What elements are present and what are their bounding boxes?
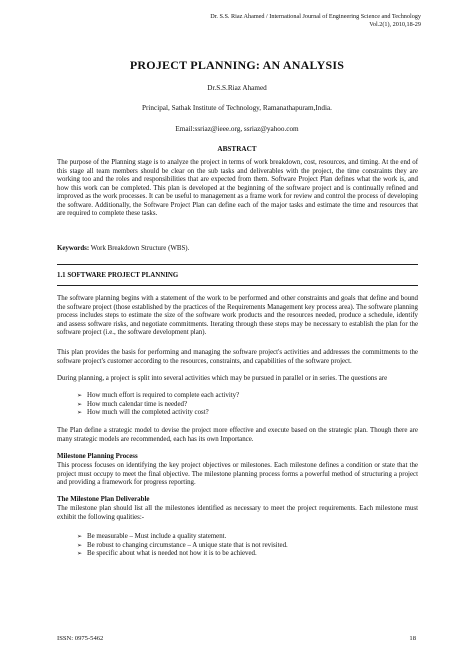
bullet-arrow-icon: ➢ <box>77 393 83 399</box>
paper-title: PROJECT PLANNING: AN ANALYSIS <box>129 58 345 72</box>
list-item: ➢ How much effort is required to complete each activity? <box>77 392 240 399</box>
keywords-label: Keywords: <box>57 245 90 252</box>
section-heading: 1.1 SOFTWARE PROJECT PLANNING <box>57 272 179 279</box>
section-paragraph-4: The Plan define a strategic model to devise the project more effective and execute based on the strategic plan. Though there are many strategic models are recommended, each has its own Importance. <box>57 427 418 443</box>
author-email: Email:ssriaz@ieee.org, ssriaz@yahoo.com <box>175 125 299 133</box>
keywords-text: Work Breakdown Structure (WBS). <box>89 245 190 252</box>
abstract-text: The purpose of the Planning stage is to analyze the project in terms of work breakdown, cost, resources, and timing. At the end of this stage all team members should be clear on the sub tasks and deliverables with the project, the time constraints they are working too and the roles and responsibilities that are expected from them. Software Project Plan defines what the work is, and how this work can be completed. This plan is developed at the beginning of the software project and is continually refined and improved as the work processes. It can be useful to management as a frame work for review and control the process of developing the software. Additionally, the Software Project Plan can define each of the major tasks and estimate the time and resources that are required to complete these tasks. <box>57 159 418 218</box>
section-rule-top <box>57 264 418 265</box>
footer-issn: ISSN: 0975-5462 <box>57 635 104 642</box>
milestone-qualities-list <box>57 533 418 559</box>
milestone-plan-heading: The Milestone Plan Deliverable <box>57 496 150 503</box>
author-affiliation: Principal, Sathak Institute of Technology, Ramanathapuram,India. <box>142 104 332 112</box>
list-item: ➢ Be measurable – Must include a quality statement. <box>77 533 227 540</box>
bullet-arrow-icon: ➢ <box>77 551 83 558</box>
milestone-process-heading: Milestone Planning Process <box>57 453 138 460</box>
section-paragraph-2: This plan provides the basis for performing and managing the software project's activities and addresses the commitments to the software project's customer according to the resources, constraints, and capabilities of the software project. <box>57 349 418 365</box>
header-line-2: Vol.2(1), 2010,18-29 <box>369 21 421 28</box>
section-paragraph-1: The software planning begins with a statement of the work to be performed and other constraints and goals that define and bound the software project (those established by the practices of the Requirements Management key process area). The software planning process includes steps to estimate the size of the software work products and the resources needed, produce a schedule, identify and assess software risks, and negotiate commitments. Iterating through these steps may be necessary to establish the plan for the software project (i.e., the software development plan). <box>57 295 418 337</box>
section-rule-bottom <box>57 285 418 286</box>
question-list <box>57 392 418 418</box>
abstract-heading: ABSTRACT <box>217 145 257 153</box>
footer-page-number: 18 <box>409 635 416 642</box>
header-line-1: Dr. S.S. Riaz Ahamed / International Journal of Engineering Science and Technology <box>210 13 421 20</box>
list-item: ➢ Be specific about what is needed not how it is to be achieved. <box>77 550 257 558</box>
milestone-process-text: This process focuses on identifying the key project objectives or milestones. Each milestone defines a condition or state that the project must occupy to meet the final objective. The milestone planning process forms a powerful method of structuring a project and providing a framework for progress reporting. <box>57 462 418 487</box>
running-header <box>101 13 421 29</box>
milestone-plan-text: The milestone plan should list all the milestones identified as necessary to meet the project requirements. Each milestone must exhibit the following qualities:- <box>57 505 418 521</box>
list-item: ➢ Be robust to changing circumstance – A unique state that is not revisited. <box>77 541 288 549</box>
author-name: Dr.S.S.Riaz Ahamed <box>207 84 267 92</box>
bullet-arrow-icon: ➢ <box>77 410 83 417</box>
list-item: ➢ How much will the completed activity cost? <box>77 409 209 417</box>
bullet-arrow-icon: ➢ <box>77 401 83 408</box>
list-item: ➢ How much calendar time is needed? <box>77 400 188 408</box>
keywords <box>57 245 418 254</box>
bullet-arrow-icon: ➢ <box>77 534 83 540</box>
bullet-arrow-icon: ➢ <box>77 542 83 549</box>
section-paragraph-3: During planning, a project is split into several activities which may be pursued in parallel or in series. The questions are <box>57 375 388 382</box>
